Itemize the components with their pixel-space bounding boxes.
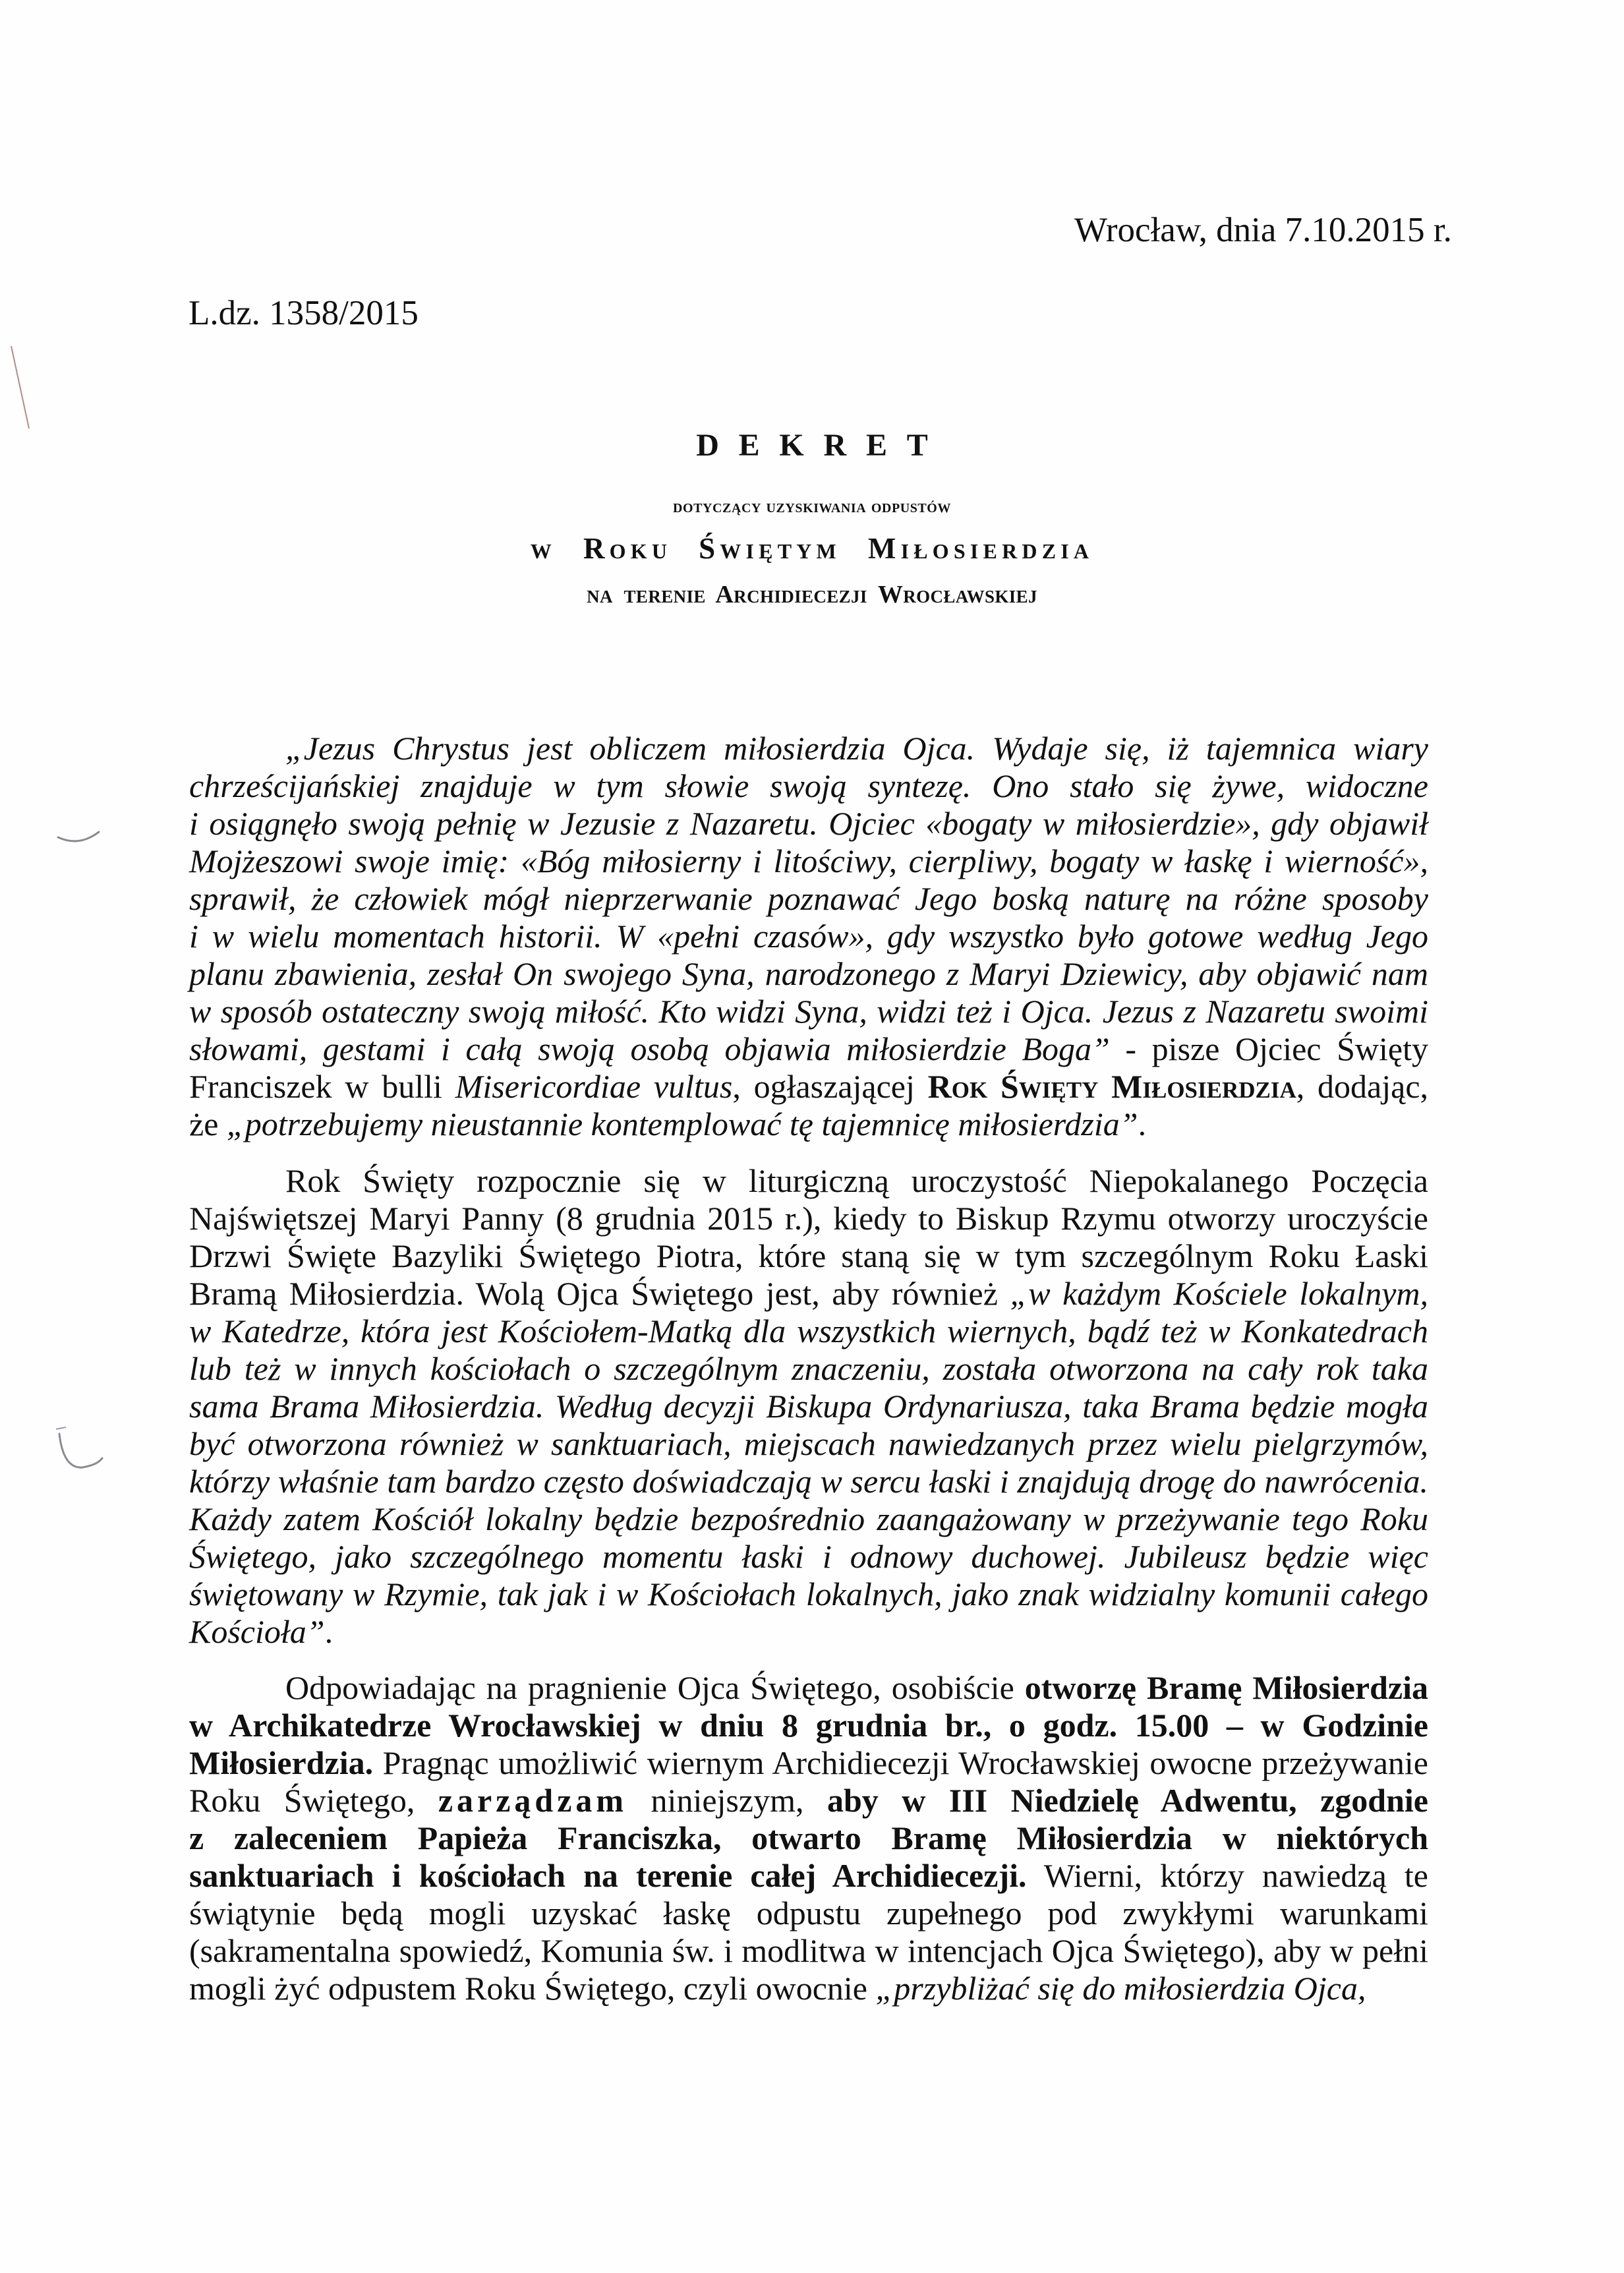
margin-diagonal-stroke <box>11 346 29 428</box>
text-line <box>189 1819 1428 1857</box>
text-line <box>189 1744 1428 1782</box>
small-caps-text: Rok Święty Miłosierdzia <box>927 1068 1296 1105</box>
subtitle-line-2: w Roku Świętym Miłosierdzia <box>530 532 1094 565</box>
text: że <box>189 1106 227 1142</box>
text-line <box>189 1613 1428 1651</box>
paragraph-2 <box>189 1162 1428 1651</box>
italic-text: „przybliżać się do miłosierdzia Ojca, <box>875 1970 1366 2007</box>
text-line <box>189 1350 1428 1388</box>
bold-text: z zaleceniem Papieża Franciszka, otwarto Bramę Miłosierdzia w niektórych <box>189 1819 1428 1856</box>
subtitle-line-3: na terenie Archidiecezji Wrocławskiej <box>587 581 1037 608</box>
text-line <box>189 1857 1428 1895</box>
text-line <box>189 1106 1428 1143</box>
bold-text: otworzę Bramę Miłosierdzia <box>1024 1669 1428 1706</box>
italic-text: „w każdym Kościele lokalnym, <box>1010 1275 1428 1312</box>
margin-curve-mark <box>58 832 99 841</box>
text: - pisze Ojciec Święty <box>1109 1030 1428 1067</box>
text: . <box>324 1613 334 1650</box>
text: Roku Świętego, <box>189 1782 438 1819</box>
italic-text: chrześcijańskiej znajduje w tym słowie swoją syntezę. Ono stało się żywe, widoczne <box>189 767 1428 804</box>
margin-curve-tick <box>56 1427 66 1429</box>
reference-number: L.dz. 1358/2015 <box>188 294 419 332</box>
text: Wierni, którzy nawiedzą te <box>1026 1857 1428 1894</box>
text: niniejszym, <box>627 1782 827 1819</box>
italic-text: „potrzebujemy nieustannie kontemplować tę tajemnicę miłosierdzia” <box>226 1106 1138 1142</box>
text-line <box>189 1463 1428 1500</box>
place-and-date: Wrocław, dnia 7.10.2015 r. <box>1074 211 1452 249</box>
text-line <box>189 805 1428 842</box>
text-line <box>189 1576 1428 1613</box>
text: Pragnąc umożliwić wiernym Archidiecezji Wrocławskiej owocne przeżywanie <box>373 1744 1428 1781</box>
text-line <box>189 880 1428 918</box>
text-line <box>189 767 1428 805</box>
text: Odpowiadając na pragnienie Ojca Świętego, osobiście <box>285 1669 1025 1706</box>
text: . <box>1138 1106 1147 1142</box>
text: świątynie będą mogli uzyskać łaskę odpustu zupełnego pod zwykłymi warunkami <box>189 1895 1428 1932</box>
text-line <box>189 1425 1428 1463</box>
text-line <box>189 1970 1428 2007</box>
text-line <box>189 1068 1428 1106</box>
text-line <box>189 1030 1428 1068</box>
italic-text: Mojżeszowi swoje imię: «Bóg miłosierny i litościwy, cierpliwy, bogaty w łaskę i wierność», <box>189 842 1428 879</box>
text-line <box>189 1162 1428 1200</box>
bold-text: sanktuariach i kościołach na terenie całej Archidiecezji. <box>189 1857 1027 1894</box>
italic-text: i osiągnęło swoją pełnię w Jezusie z Nazaretu. Ojciec «bogaty w miłosierdzie», gdy objawił <box>189 805 1428 842</box>
italic-text: lub też w innych kościołach o szczególnym znaczeniu, została otworzona na cały rok taka <box>189 1350 1428 1387</box>
margin-pencil-marks <box>0 0 132 1516</box>
italic-text: świętowany w Rzymie, tak jak i w Kościołach lokalnych, jako znak widzialny komunii całego <box>189 1576 1428 1612</box>
italic-text: w sposób ostateczny swoją miłość. Kto widzi Syna, widzi też i Ojca. Jezus z Nazaretu swoimi <box>189 993 1428 1030</box>
bold-text: Miłosierdzia. <box>189 1744 374 1781</box>
text-line <box>189 1707 1428 1744</box>
text-line <box>189 1388 1428 1425</box>
text-line <box>189 955 1428 993</box>
text-line <box>189 1895 1428 1932</box>
text: mogli żyć odpustem Roku Świętego, czyli owocnie <box>189 1970 876 2007</box>
text-line <box>189 993 1428 1030</box>
text: Najświętszej Maryi Panny (8 grudnia 2015 r.), kiedy to Biskup Rzymu otworzy uroczyście <box>189 1200 1428 1237</box>
subtitle-line-1 <box>0 495 1624 519</box>
text-line <box>189 1782 1428 1819</box>
italic-text: sprawił, że człowiek mógł nieprzerwanie poznawać Jego boską naturę na różne sposoby <box>189 880 1428 917</box>
italic-text: być otworzona również w sanktuariach, miejscach nawiedzanych przez wielu pielgrzymów, <box>189 1425 1428 1462</box>
text-line <box>189 842 1428 880</box>
text: Bramą Miłosierdzia. Wolą Ojca Świętego jest, aby również <box>189 1275 1010 1312</box>
text-line <box>189 1538 1428 1576</box>
subtitle-line-1-text: dotyczący uzyskiwania odpustów <box>673 496 951 517</box>
text: Franciszek w bulli <box>189 1068 455 1105</box>
italic-text: którzy właśnie tam bardzo często doświadczają w sercu łaski i znajdują drogę do nawrócenia. <box>189 1463 1428 1500</box>
text-line <box>189 1200 1428 1237</box>
text: Drzwi Święte Bazyliki Świętego Piotra, które staną się w tym szczególnym Roku Łaski <box>189 1237 1428 1274</box>
text: , dodając, <box>1296 1068 1429 1105</box>
text-line <box>189 1932 1428 1970</box>
text-line <box>189 1669 1428 1707</box>
italic-text: słowami, gestami i całą swoją osobą objawia miłosierdzie Boga” <box>189 1030 1110 1067</box>
italic-text: w Katedrze, która jest Kościołem-Matką dla wszystkich wiernych, bądź też w Konkatedrach <box>189 1313 1428 1349</box>
paragraph-1 <box>189 730 1428 1143</box>
text-line <box>189 918 1428 955</box>
italic-text: planu zbawienia, zesłał On swojego Syna, narodzonego z Maryi Dziewicy, aby objawić nam <box>189 955 1428 992</box>
text: Rok Święty rozpocznie się w liturgiczną uroczystość Niepokalanego Poczęcia <box>285 1162 1428 1199</box>
bold-text: zarządzam <box>438 1782 628 1819</box>
text-line <box>189 1237 1428 1275</box>
paragraph-3 <box>189 1669 1428 2007</box>
text: (sakramentalna spowiedź, Komunia św. i modlitwa w intencjach Ojca Świętego), aby w pełni <box>189 1932 1428 1969</box>
text-line <box>189 1313 1428 1350</box>
margin-curve-mark <box>59 1434 102 1467</box>
text-line <box>189 1500 1428 1538</box>
italic-text: Kościoła” <box>189 1613 325 1650</box>
italic-text: „Jezus Chrystus jest obliczem miłosierdzia Ojca. Wydaje się, iż tajemnica wiary <box>285 730 1428 767</box>
bold-text: aby w III Niedzielę Adwentu, zgodnie <box>826 1782 1429 1819</box>
document-title: DEKRET <box>696 428 948 463</box>
italic-text: i w wielu momentach historii. W «pełni czasów», gdy wszystko było gotowe według Jego <box>189 918 1428 955</box>
italic-text: Każdy zatem Kościół lokalny będzie bezpośrednio zaangażowany w przeżywanie tego Roku <box>189 1500 1428 1537</box>
italic-text: Misericordiae vultus <box>455 1068 733 1105</box>
italic-text: Świętego, jako szczególnego momentu łaski i odnowy duchowej. Jubileusz będzie więc <box>189 1538 1428 1575</box>
bold-text: w Archikatedrze Wrocławskiej w dniu 8 grudnia br., o godz. 15.00 – w Godzinie <box>189 1707 1428 1744</box>
text: , ogłaszającej <box>732 1068 928 1105</box>
text-line <box>189 1275 1428 1313</box>
text-line <box>189 730 1428 767</box>
italic-text: sama Brama Miłosierdzia. Według decyzji Biskupa Ordynariusza, taka Brama będzie mogła <box>189 1388 1428 1425</box>
